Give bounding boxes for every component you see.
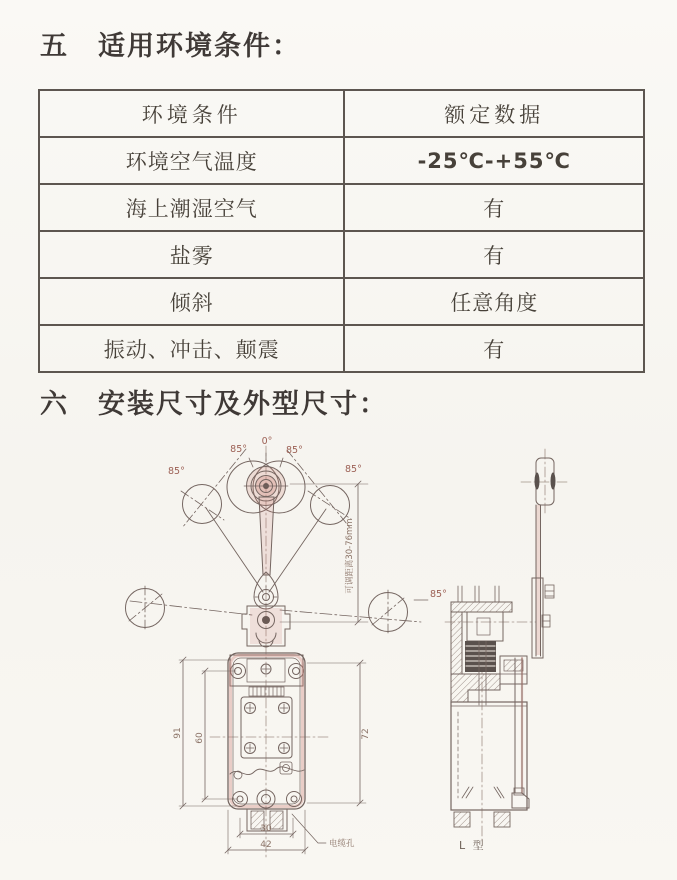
angle-label-side: 85° — [430, 589, 447, 600]
side-view-labels — [414, 589, 486, 852]
header-cell-rated-data: 额定数据 — [344, 90, 644, 137]
adjustable-range-label: 可调距离30-76mm — [345, 518, 355, 594]
table-cell: 有 — [344, 184, 644, 231]
environment-conditions-table — [38, 89, 645, 373]
table-header-row — [39, 90, 644, 137]
switch-head-front — [242, 606, 290, 647]
type-label: L 型 — [459, 839, 486, 852]
table-row — [39, 137, 644, 184]
swing-position-lower-left — [126, 586, 253, 630]
table-cell: 有 — [344, 325, 644, 372]
section6-heading: 六 安装尺寸及外型尺寸： — [40, 389, 388, 419]
angle-label-upper-left: 85° — [168, 466, 185, 477]
front-view-drawing — [126, 436, 422, 860]
dim-label-60: 60 — [195, 732, 205, 744]
table-row — [39, 278, 644, 325]
dimension-lines-front — [179, 481, 368, 854]
side-view-drawing — [414, 449, 568, 852]
angle-label-upper-right: 85° — [345, 464, 362, 475]
switch-body-front — [228, 653, 305, 831]
section5-heading: 五 适用环境条件： — [40, 31, 301, 61]
table-cell: 有 — [344, 231, 644, 278]
table-row — [39, 184, 644, 231]
table-cell: 海上潮湿空气 — [39, 184, 344, 231]
dim-label-42: 42 — [260, 840, 272, 850]
swing-position-lower-right — [280, 590, 421, 634]
table-cell: 倾斜 — [39, 278, 344, 325]
table-cell: 任意角度 — [344, 278, 644, 325]
angle-label-top-left: 85° — [230, 444, 247, 455]
center-lines-side — [445, 449, 568, 842]
table-cell: 环境空气温度 — [39, 137, 344, 184]
limit-switch-dimension-drawing — [0, 420, 677, 880]
header-cell-condition: 环境条件 — [39, 90, 344, 137]
swing-position-upper-right — [269, 450, 351, 592]
angle-label-top-center: 0° — [261, 436, 273, 447]
table-cell: 盐雾 — [39, 231, 344, 278]
swing-position-upper-left — [181, 449, 263, 592]
head-section-side — [451, 586, 527, 705]
lever-side — [532, 505, 554, 658]
angle-label-top-right: 85° — [286, 445, 303, 456]
dim-label-30: 30 — [260, 824, 272, 834]
dim-label-72: 72 — [361, 728, 371, 740]
dim-label-91: 91 — [173, 727, 183, 739]
table-row — [39, 231, 644, 278]
table-row — [39, 325, 644, 372]
table-cell: 振动、冲击、颠震 — [39, 325, 344, 372]
cable-hole-label: 电缆孔 — [329, 839, 355, 849]
table-cell: -25℃-+55℃ — [344, 137, 644, 184]
